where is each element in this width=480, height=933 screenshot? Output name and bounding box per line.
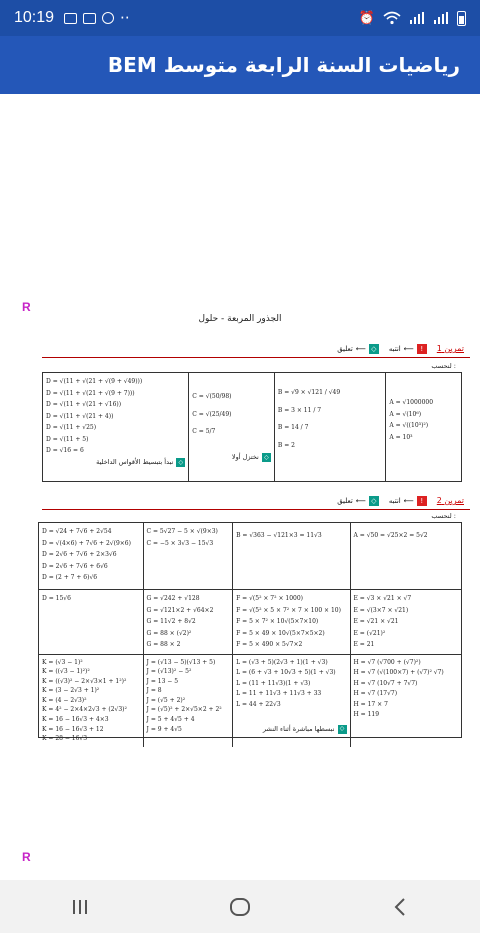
ex2-a: A = √50 = √25×2 = 5√2 bbox=[350, 523, 461, 589]
clock: 10:19 bbox=[14, 9, 55, 26]
exercise2-label: تمرين 2 bbox=[436, 496, 464, 505]
app-title: رياضيات السنة الرابعة متوسط BEM bbox=[107, 53, 460, 77]
comment-chip: تعليق ⟵ ◇ bbox=[337, 344, 379, 354]
ex2-g: G = √242 + √128 G = √121×2 + √64×2 G = 11√2 + 8√2 G = 88 × (√2)² G = 88 × 2 bbox=[143, 590, 233, 654]
recents-button[interactable] bbox=[50, 887, 110, 927]
gmail-icon bbox=[83, 13, 96, 24]
exercise1-sub: لنحسب : bbox=[431, 362, 456, 370]
signal-icon bbox=[409, 12, 425, 24]
exercise1-table bbox=[42, 372, 462, 482]
ex1-hint-2: ◇ نختزل أولا bbox=[192, 452, 271, 464]
comment-icon: ◇ bbox=[369, 344, 379, 354]
recents-icon bbox=[70, 898, 90, 916]
page-marker-bottom: R bbox=[22, 850, 31, 864]
alarm-icon: ⏰ bbox=[358, 10, 375, 26]
hint-icon: ◇ bbox=[338, 725, 347, 734]
exercise2-table bbox=[38, 522, 462, 743]
ex1-hint-1: ◇ نبدأ بتبسيط الأقواس الداخلية bbox=[46, 457, 185, 469]
warning-icon: ! bbox=[417, 344, 427, 354]
back-icon bbox=[393, 897, 407, 917]
overflow-dots: ·· bbox=[120, 9, 130, 27]
comment-chip: تعليق ⟵ ◇ bbox=[337, 496, 379, 506]
back-button[interactable] bbox=[370, 887, 430, 927]
battery-icon bbox=[457, 11, 466, 26]
hint-icon: ◇ bbox=[262, 453, 271, 462]
ex2-f: F = √(5² × 7² × 1000) F = √(5² × 5 × 7² × 7 × 100 × 10) F = 5 × 7² × 10√(5×7×10) F = 5 × 49 × 10√(5×7×5×2) F = 5 × 490 × 5√7×2 bbox=[232, 590, 349, 654]
wifi-icon bbox=[383, 11, 401, 25]
messenger-icon bbox=[102, 12, 114, 24]
image-icon bbox=[64, 13, 77, 24]
app-bar bbox=[0, 36, 480, 94]
comment-icon: ◇ bbox=[369, 496, 379, 506]
system-nav-bar bbox=[0, 880, 480, 933]
exercise2-sub: لنحسب : bbox=[431, 512, 456, 520]
status-bar bbox=[0, 0, 480, 36]
ex1-col-a: A = √1000000 A = √(10⁶) A = √((10³)²) A = 10³ bbox=[385, 373, 461, 481]
ex2-b: B = √363 − √121×3 = 11√3 bbox=[232, 523, 349, 589]
warning-icon: ! bbox=[417, 496, 427, 506]
exercise1-label: تمرين 1 bbox=[436, 344, 464, 353]
exercise2-header bbox=[42, 492, 470, 510]
ex2-c: C = 5√27 − 5 × √(9×3) C = −5 × 3√3 − 15√3 bbox=[143, 523, 233, 589]
ex2-j: J = (√13 − 5)(√13 + 5) J = (√13)² − 5² J = 13 − 5 J = 8 J = (√5 + 2)² J = (√5)² + 2×√5×2 + 2² J = 5 + 4√5 + 4 J = 9 + 4√5 bbox=[143, 655, 233, 747]
ex1-col-c: C = √(50/98) C = √(25/49) C = 5/7 ◇ نختزل أولا bbox=[188, 373, 274, 481]
note-chip: انتبه ⟵ ! bbox=[389, 496, 427, 506]
exercise1-header bbox=[42, 340, 470, 358]
ex2-k: K = (√3 − 1)² K = ((√3 − 1)²)² K = ((√3)² − 2×√3×1 + 1²)² K = (3 − 2√3 + 1)² K = (4 − 2√3)² K = 4² − 2×4×2√3 + (2√3)² K = 16 − 16√3 + 4×3 K = 16 − 16√3 + 12 K = 28 − 16√3 bbox=[42, 658, 127, 743]
ex2-l: L = (√3 + 5)(2√3 + 1)(1 + √3) L = (6 + √3 + 10√3 + 5)(1 + √3) L = (11 + 11√3)(1 + √3) L = 11 + 11√3 + 11√3 + 33 L = 44 + 22√3 ◇ نبسطها مباشرة أثناء النشر bbox=[232, 655, 349, 747]
hint-icon: ◇ bbox=[176, 458, 185, 467]
document-viewer[interactable] bbox=[0, 94, 480, 880]
signal-icon-2 bbox=[433, 12, 449, 24]
ex2-hint: ◇ نبسطها مباشرة أثناء النشر bbox=[236, 724, 346, 735]
ex1-col-b: B = √9 × √121 / √49 B = 3 × 11 / 7 B = 14 / 7 B = 2 bbox=[274, 373, 385, 481]
ex2-d: D = √24 + 7√6 + 2√54 D = √(4×6) + 7√6 + 2√(9×6) D = 2√6 + 7√6 + 2×3√6 D = 2√6 + 7√6 + 6√6 D = (2 + 7 + 6)√6 bbox=[42, 528, 131, 581]
note-chip: انتبه ⟵ ! bbox=[389, 344, 427, 354]
home-button[interactable] bbox=[210, 887, 270, 927]
ex2-d-end: D = 15√6 bbox=[42, 595, 71, 602]
ex2-h: H = √7 (√700 + (√7)²) H = √7 (√(100×7) + (√7)² √7) H = √7 (10√7 + 7√7) H = √7 (17√7) H = 17 × 7 H = 119 bbox=[350, 655, 461, 747]
page-marker: R bbox=[22, 300, 31, 314]
ex2-e: E = √3 × √21 × √7 E = √(3×7 × √21) E = √21 × √21 E = (√21)² E = 21 bbox=[350, 590, 461, 654]
ex1-col-d: D = √(11 + √(21 + √(9 + √49))) D = √(11 + √(21 + √(9 + 7))) D = √(11 + √(21 + √16)) D = √(11 + √(21 + 4)) D = √(11 + √25) D = √(11 + 5) D = √16 = 6 ◇ نبدأ بتبسيط الأقواس الداخلية bbox=[43, 373, 188, 481]
home-icon bbox=[229, 897, 251, 917]
page-title: الجذور المربعة - حلول bbox=[198, 314, 282, 324]
